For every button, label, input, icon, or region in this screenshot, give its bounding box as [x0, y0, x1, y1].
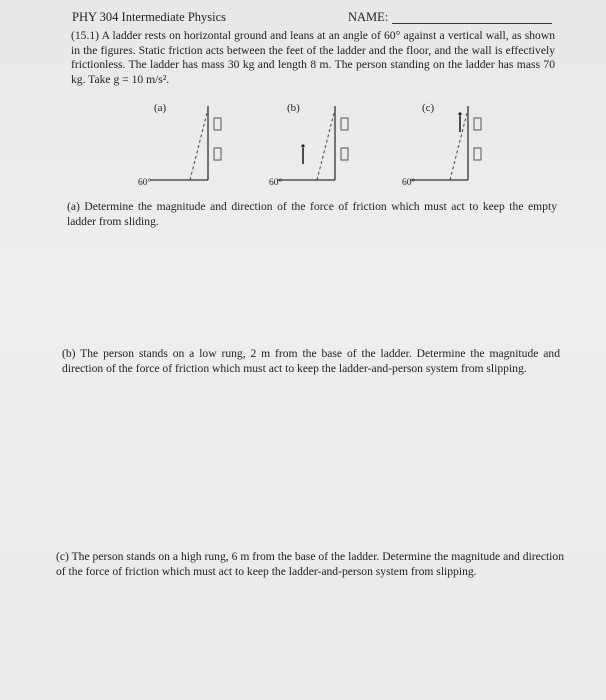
figure-c-label: (c) — [422, 102, 435, 114]
ladder-line — [450, 109, 468, 180]
person-head — [458, 112, 461, 115]
question-b: (b) The person stands on a low rung, 2 m from the base of the ladder. Determine the magnitude and direction of the force of friction which must act to keep the ladder-and-person system from slipping. — [62, 347, 560, 375]
figure-c — [398, 100, 508, 190]
figure-b-angle: 60° — [269, 178, 283, 188]
window-top — [474, 118, 481, 130]
figure-a-drawing — [130, 100, 240, 190]
course-title: PHY 304 Intermediate Physics — [72, 10, 227, 24]
window-bottom — [214, 148, 221, 160]
header — [72, 10, 552, 28]
figure-a — [130, 100, 240, 190]
window-bottom — [474, 148, 481, 160]
figure-b — [265, 100, 375, 190]
question-a: (a) Determine the magnitude and direction of the force of friction which must act to keep the empty ladder from sliding. — [67, 200, 557, 228]
figure-a-label: (a) — [154, 102, 167, 114]
person-head — [301, 144, 304, 147]
name-blank-line — [392, 23, 552, 24]
figure-a-angle: 60° — [138, 178, 152, 188]
name-label: NAME: — [348, 10, 389, 24]
figure-c-angle: 60° — [402, 178, 416, 188]
figure-c-drawing — [398, 100, 508, 190]
window-top — [214, 118, 221, 130]
problem-statement: (15.1) A ladder rests on horizontal ground and leans at an angle of 60° against a vertical wall, as shown in the figures. Static friction acts between the feet of the ladder and the floor, and the wall is effectively frictionless. The ladder has mass 30 kg and length 8 m. The person standing on the ladder has mass 70 kg. Take g = 10 m/s². — [71, 29, 555, 86]
question-c: (c) The person stands on a high rung, 6 m from the base of the ladder. Determine the magnitude and direction of the force of friction which must act to keep the ladder-and-person system from slipping. — [56, 550, 564, 578]
window-bottom — [341, 148, 348, 160]
figures-row — [130, 100, 510, 190]
window-top — [341, 118, 348, 130]
figure-b-drawing — [265, 100, 375, 190]
ladder-line — [317, 109, 335, 180]
figure-b-label: (b) — [287, 102, 300, 114]
ladder-line — [190, 109, 208, 180]
